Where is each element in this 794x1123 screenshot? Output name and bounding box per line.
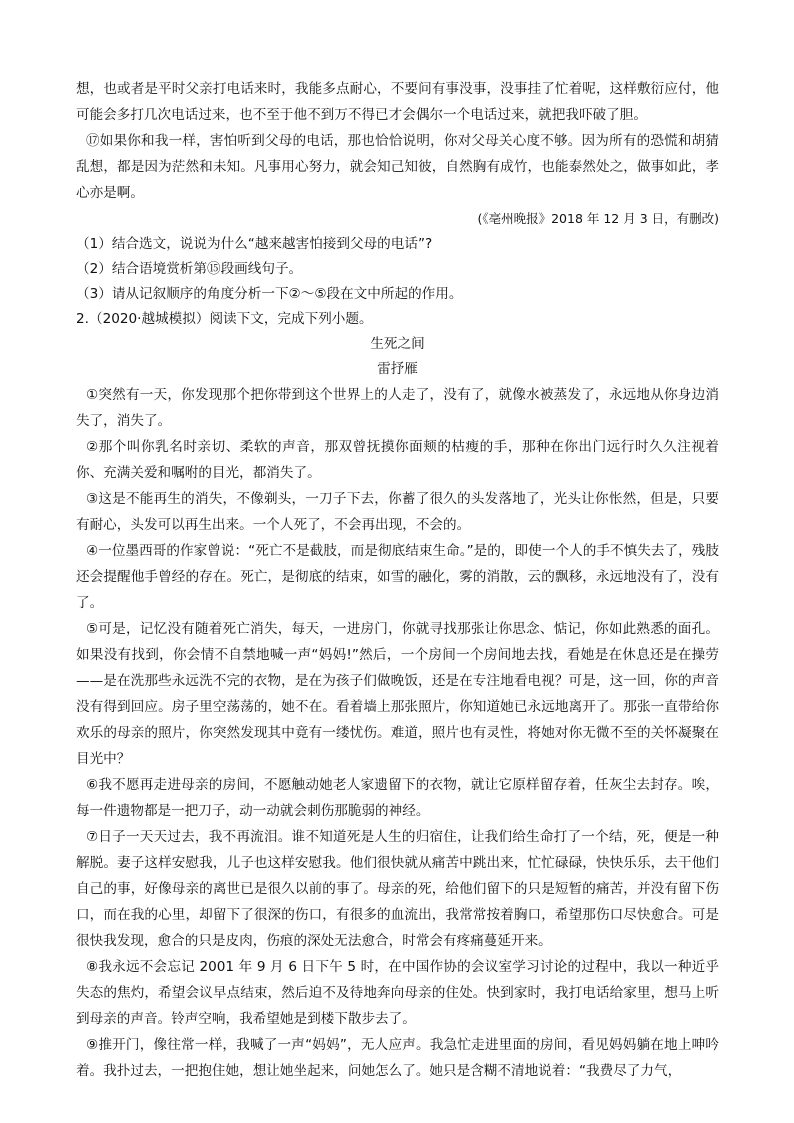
question-3: （3）请从记叙顺序的角度分析一下②～⑤段在文中所起的作用。 [76, 286, 463, 302]
continued-paragraph: 想，也或者是平时父亲打电话来时，我能多点耐心，不要问有事没事，没事挂了忙着呢，这样敷衍应付，他可能会多打几次电话过来，也不至于他不到万不得已才会偶尔一个电话过来，就把我吓破了胆。 [76, 81, 719, 123]
problem-2-heading: 2.（2020·越城模拟）阅读下文，完成下列小题。 [76, 311, 373, 327]
source-citation: (《亳州晚报》2018 年 12 月 3 日，有删改) [477, 211, 719, 226]
article-paragraph-9: ⑨推开门，像往常一样，我喊了一声“妈妈”，无人应声。我急忙走进里面的房间，看见妈妈躺在地上呻吟着。我扑过去，一把抱住她，想让她坐起来，问她怎么了。她只是含糊不清地说着：“我费尽了力气， [76, 1037, 719, 1079]
article-title: 生死之间 [370, 336, 425, 352]
question-1: （1）结合选文，说说为什么“越来越害怕接到父母的电话”? [76, 236, 433, 252]
article-paragraph-2: ②那个叫你乳名时亲切、柔软的声音，那双曾抚摸你面颊的枯瘦的手，那种在你出门远行时久久注视着你、充满关爱和嘱咐的目光，都消失了。 [76, 439, 719, 481]
article-paragraph-8: ⑧我永远不会忘记 2001 年 9 月 6 日下午 5 时，在中国作协的会议室学习讨论的过程中，我以一种近乎失态的焦灼，希望会议早点结束，然后迫不及待地奔向母亲的住处。快到家时，我打电话给家里，想马上听到母亲的声音。铃声空响，我希望她是到楼下散步去了。 [76, 959, 719, 1027]
article-paragraph-5: ⑤可是，记忆没有随着死亡消失，每天，一进房门，你就寻找那张让你思念、惦记，你如此熟悉的面孔。如果没有找到，你会情不自禁地喊一声“妈妈!”然后，一个房间一个房间地去找，看她是在休息还是在操劳——是在洗那些永远洗不完的衣物，是在为孩子们做晚饭，还是在专注地看电视？可是，这一回，你的声音没有得到回应。房子里空荡荡的，她不在。看着墙上那张照片，你知道她已永远地离开了。那张一直带给你欢乐的母亲的照片，你突然发现其中竟有一缕忧伤。难道，照片也有灵性，将她对你无微不至的关怀凝聚在目光中？ [76, 621, 719, 767]
article-author: 雷抒雁 [377, 361, 418, 377]
article-paragraph-3: ③这是不能再生的消失，不像剃头，一刀子下去，你蓄了很久的头发落地了，光头让你怅然，但是，只要有耐心，头发可以再生出来。一个人死了，不会再出现，不会的。 [76, 491, 719, 533]
question-2: （2）结合语境赏析第⑮段画线句子。 [76, 261, 303, 277]
paragraph-17: ⑰如果你和我一样，害怕听到父母的电话，那也恰恰说明，你对父母关心度不够。因为所有的恐慌和胡猜乱想，都是因为茫然和未知。凡事用心努力，就会知己知彼，自然胸有成竹，也能泰然处之，做事如此，孝心亦是啊。 [76, 133, 719, 201]
article-paragraph-4: ④一位墨西哥的作家曾说：“死亡不是截肢，而是彻底结束生命。”是的，即使一个人的手不慎失去了，残肢还会提醒他手曾经的存在。死亡，是彻底的结束，如雪的融化，雾的消散，云的飘移，永远地没有了，没有了。 [76, 543, 719, 611]
page-content [76, 76, 719, 1084]
article-paragraph-1: ①突然有一天，你发现那个把你带到这个世界上的人走了，没有了，就像水被蒸发了，永远地从你身边消失了，消失了。 [76, 387, 719, 429]
article-paragraph-7: ⑦日子一天天过去，我不再流泪。谁不知道死是人生的归宿住，让我们给生命打了一个结，死，便是一种解脱。妻子这样安慰我，儿子也这样安慰我。他们很快就从痛苦中跳出来，忙忙碌碌，快快乐乐，去干他们自己的事，好像母亲的离世已是很久以前的事了。母亲的死，给他们留下的只是短暂的痛苦，并没有留下伤口，而在我的心里，却留下了很深的伤口，有很多的血流出，我常常按着胸口，希望那伤口尽快愈合。可是很快我发现，愈合的只是皮肉，伤痕的深处无法愈合，时常会有疼痛蔓延开来。 [76, 829, 719, 949]
article-paragraph-6: ⑥我不愿再走进母亲的房间，不愿触动她老人家遗留下的衣物，就让它原样留存着，任灰尘去封存。唉，每一件遗物都是一把刀子，动一动就会刺伤那脆弱的神经。 [76, 777, 719, 819]
